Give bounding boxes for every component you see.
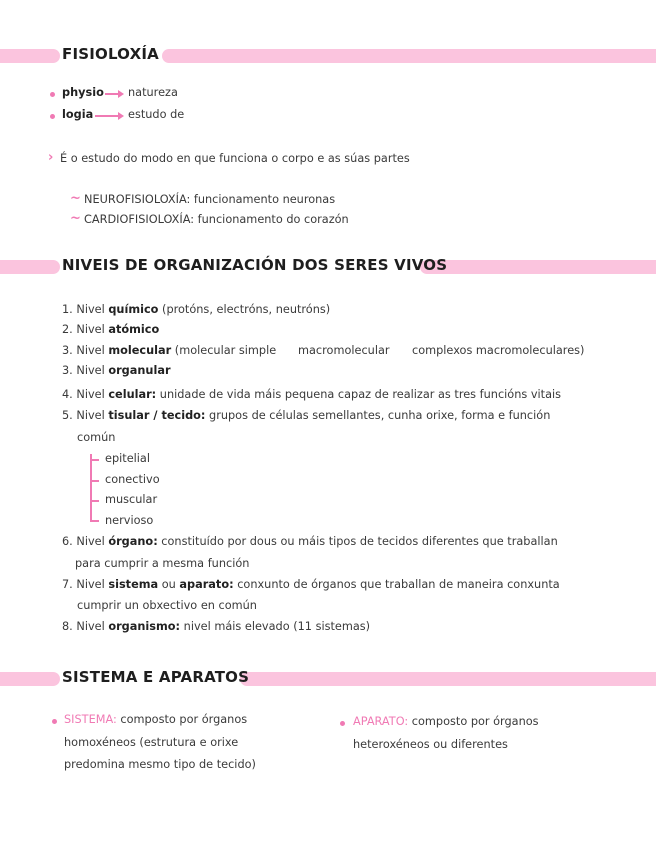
level-name: órgano: [108,535,158,548]
heading-band-right [420,260,656,274]
tissue-item: conectivo [105,473,160,486]
etym-meaning: natureza [128,86,178,99]
bracket-tick [90,500,99,502]
level-desc: grupos de células semellantes, cunha orixe, forma e función [205,409,551,422]
level-desc: conxunto de órganos que traballan de maneira conxunta [233,578,560,591]
level-name: organismo: [108,620,181,633]
level-item [62,303,330,316]
sistema-line: predomina mesmo tipo de tecido) [64,758,256,771]
aparato-line [353,715,539,728]
level-continuation: común [77,431,116,444]
arrow-icon [105,93,119,95]
sistema-line: homoxéneos (estrutura e orixe [64,736,239,749]
level-continuation: para cumprir a mesma función [75,557,250,570]
level-connector: ou [158,578,180,591]
aparato-desc: composto por órganos [408,715,539,728]
etym-row [62,108,93,121]
level-item [62,364,171,377]
aparato-line: heteroxéneos ou diferentes [353,738,508,751]
level-item [62,578,560,591]
level-prefix: Nivel [76,323,109,336]
sistema-desc: composto por órganos [116,713,248,726]
section-heading-sistema: SISTEMA E APARATOS [62,668,250,686]
definition-text: É o estudo do modo en que funciona o corpo e as súas partes [60,152,410,165]
tissue-item: nervioso [105,514,154,527]
bullet-dot [50,114,55,119]
level-prefix: Nivel [76,303,109,316]
etym-word: logia [62,108,94,121]
level-number: 5. [62,409,73,422]
level-prefix: Nivel [76,344,109,357]
level-desc: constituído por dous ou máis tipos de tecidos diferentes que traballan [157,535,558,548]
level-prefix: Nivel [76,578,109,591]
sistema-label: SISTEMA: [64,713,117,726]
arrow-head-icon [118,112,124,120]
etym-word: physio [62,86,104,99]
level-prefix: Nivel [76,535,109,548]
level-number: 3. [62,344,73,357]
etym-row [62,86,104,99]
level-name: atómico [108,323,160,336]
level-name: aparato: [179,578,234,591]
heading-band-left [0,49,60,63]
level-name: tisular / tecido: [108,409,206,422]
level-number: 2. [62,323,73,336]
heading-band-left [0,672,60,686]
section-heading-niveis: NIVEIS DE ORGANIZACIÓN DOS SERES VIVOS [62,256,448,274]
level-number: 7. [62,578,73,591]
level-name: sistema [108,578,159,591]
bullet-dot [50,92,55,97]
heading-band-right [240,672,656,686]
level-prefix: Nivel [76,409,109,422]
level-item [62,323,159,336]
bracket-line [90,454,92,522]
arrow-icon [95,115,119,117]
tilde-icon: ~ [70,191,81,206]
heading-band-left [0,260,60,274]
level-prefix: Nivel [76,620,109,633]
level-item [62,409,550,422]
level-number: 3. [62,364,73,377]
heading-band-right [162,49,656,63]
subtype-item: NEUROFISIOLOXÍA: funcionamento neuronas [84,193,336,206]
level-number: 8. [62,620,73,633]
level-number: 1. [62,303,73,316]
bullet-dot [52,719,57,724]
bracket-tick [90,459,99,461]
level-desc: nivel máis elevado (11 sistemas) [180,620,371,633]
level-name: molecular [108,344,172,357]
sistema-line [64,713,247,726]
level-desc-part: macromolecular [298,344,390,357]
level-item [62,388,561,401]
bracket-tick [90,480,99,482]
tissue-item: epitelial [105,452,150,465]
level-name: químico [108,303,159,316]
level-name: celular: [108,388,157,401]
level-number: 6. [62,535,73,548]
level-desc-part: complexos macromoleculares) [412,344,585,357]
level-desc: unidade de vida máis pequena capaz de realizar as tres funcións vitais [156,388,562,401]
level-desc: (protóns, electróns, neutróns) [158,303,331,316]
tissue-item: muscular [105,493,158,506]
level-name: organular [108,364,171,377]
level-desc: (molecular simple [171,344,277,357]
subtype-item: CARDIOFISIOLOXÍA: funcionamento do corazón [84,213,349,226]
level-item [62,620,370,633]
level-prefix: Nivel [76,388,109,401]
level-number: 4. [62,388,73,401]
etym-meaning: estudo de [128,108,185,121]
bracket-tick [90,520,99,522]
tilde-icon: ~ [70,211,81,226]
chevron-right-icon: › [48,150,54,165]
bullet-dot [340,721,345,726]
aparato-label: APARATO: [353,715,409,728]
level-item [62,344,276,357]
section-heading-fisioloxia: FISIOLOXÍA [62,45,159,63]
level-item [62,535,558,548]
level-continuation: cumprir un obxectivo en común [77,599,257,612]
arrow-head-icon [118,90,124,98]
level-prefix: Nivel [76,364,109,377]
